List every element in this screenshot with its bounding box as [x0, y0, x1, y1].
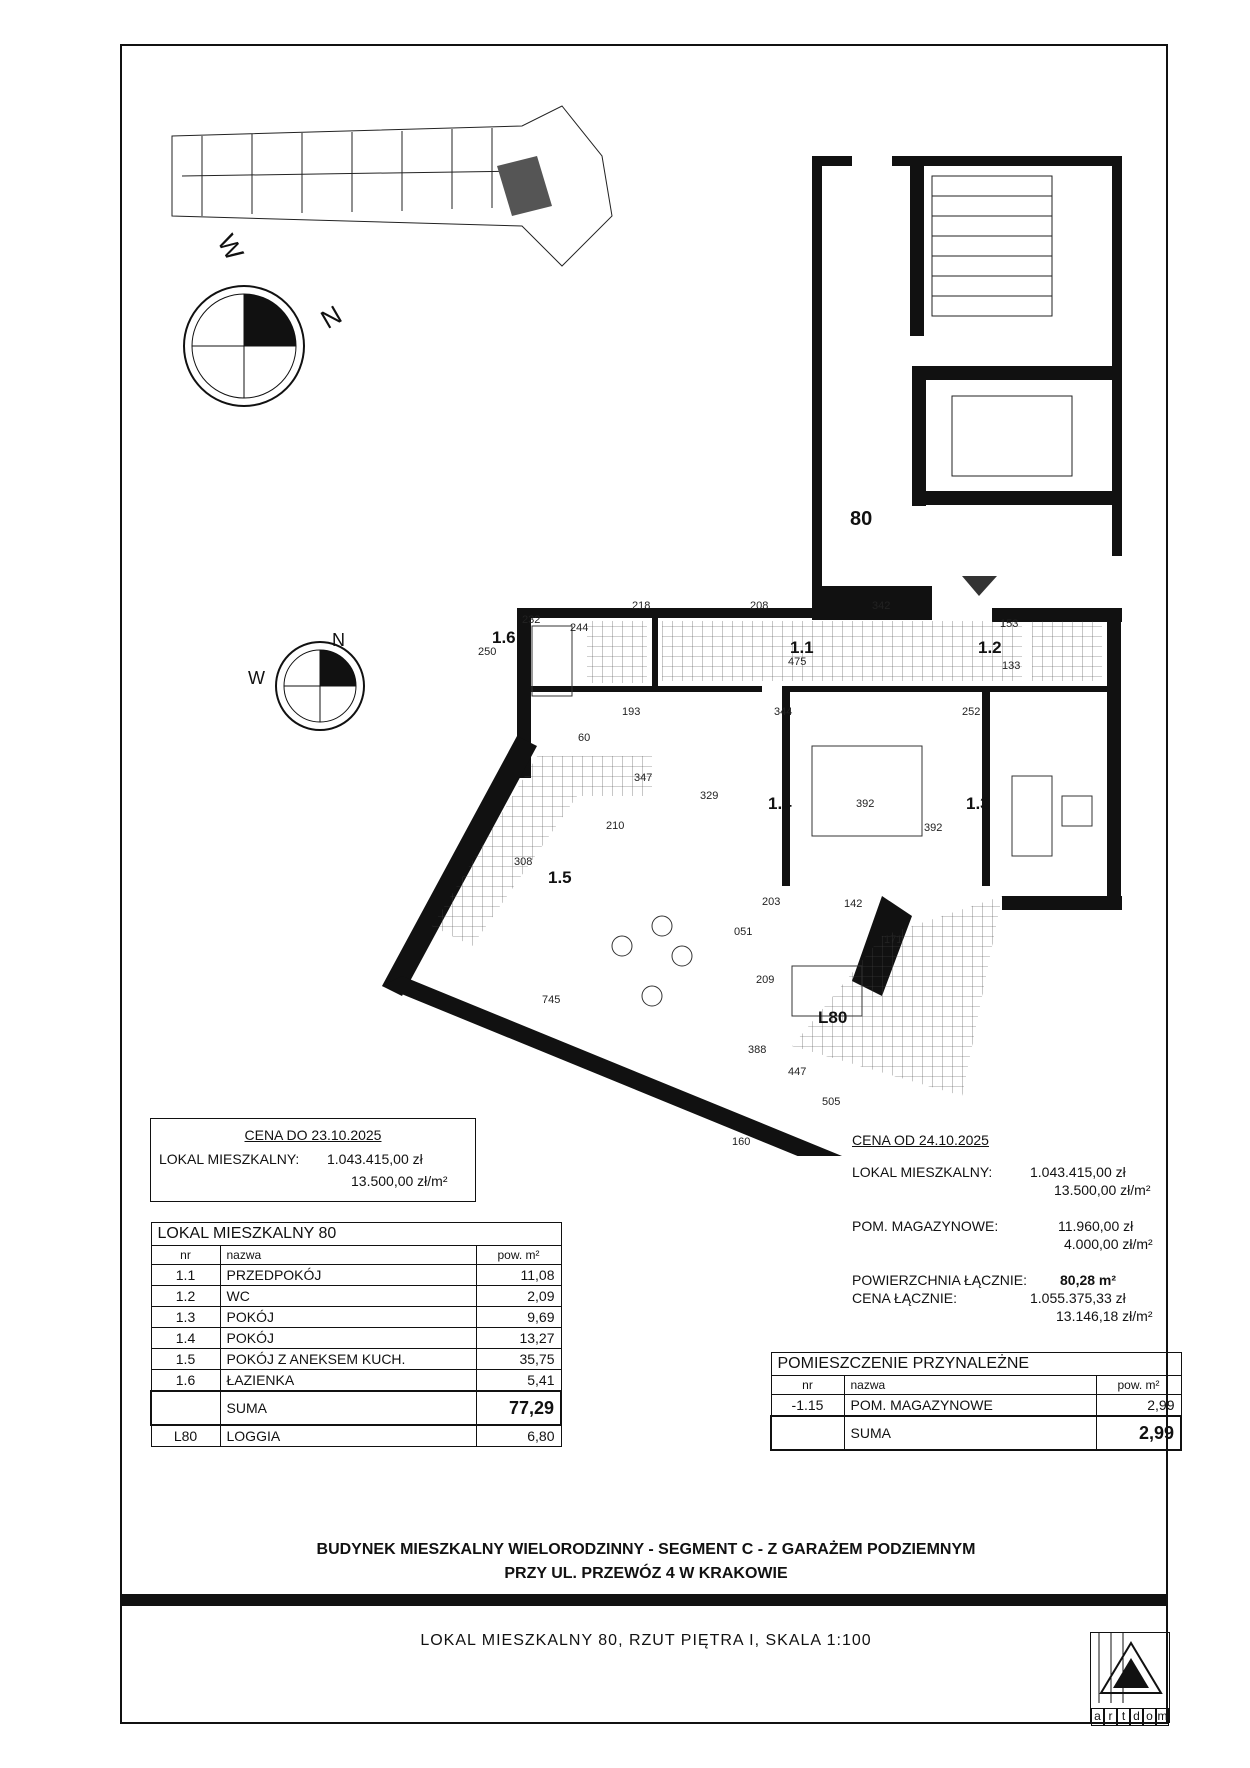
dimension-label: 208	[750, 600, 769, 612]
building-line-1: BUDYNEK MIESZKALNY WIELORODZINNY - SEGMENT C - Z GARAŻEM PODZIEMNYM	[316, 1541, 976, 1558]
total-area-label: POWIERZCHNIA ŁĄCZNIE:	[852, 1272, 1028, 1288]
dimension-label: 342	[872, 600, 891, 612]
dimension-label: 505	[822, 1096, 841, 1108]
price-before-box	[150, 1118, 476, 1202]
storage-price-sqm: 4.000,00 zł/m²	[1064, 1236, 1153, 1252]
room-label-1-6: 1.6	[492, 628, 516, 647]
storage-price-label: POM. MAGAZYNOWE:	[852, 1218, 999, 1234]
col-nr: nr	[151, 1246, 220, 1265]
sum-row	[151, 1391, 561, 1425]
table-row: 1.2 WC 2,09	[151, 1286, 561, 1307]
dimension-label: 329	[700, 790, 719, 802]
table-row: 1.3 POKÓJ 9,69	[151, 1307, 561, 1328]
total-price-sqm: 13.146,18 zł/m²	[1056, 1308, 1153, 1324]
dimension-label: 244	[570, 622, 589, 634]
price-after-header: CENA OD 24.10.2025	[852, 1132, 989, 1148]
building-line-2: PRZY UL. PRZEWÓZ 4 W KRAKOWIE	[504, 1565, 788, 1582]
table-row: 1.1 PRZEDPOKÓJ 11,08	[151, 1265, 561, 1286]
drawing-sheet	[120, 44, 1175, 1724]
total-area-value: 80,28 m²	[1060, 1272, 1117, 1288]
dimension-label: 475	[788, 656, 807, 668]
sum-label: SUMA	[220, 1391, 476, 1425]
sum-row	[771, 1416, 1181, 1450]
compass-large-w: W	[211, 229, 250, 266]
sum-value: 77,29	[476, 1391, 561, 1425]
col-nr: nr	[771, 1376, 844, 1395]
dimension-label: 218	[632, 600, 651, 612]
dimension-label: 133	[1002, 660, 1021, 672]
flat-price-value: 1.043.415,00 zł	[1030, 1164, 1126, 1180]
building-title	[122, 1538, 1170, 1586]
dimension-label: 250	[478, 646, 497, 658]
table-row: -1.15 POM. MAGAZYNOWE 2,99	[771, 1395, 1181, 1417]
table-row: L80 LOGGIA 6,80	[151, 1425, 561, 1447]
price-before-sqm: 13.500,00 zł/m²	[351, 1173, 448, 1189]
dimension-label: 160	[732, 1136, 751, 1148]
room-label-1-1: 1.1	[790, 638, 814, 657]
dimension-label: 308	[514, 856, 533, 868]
table-row: 1.6 ŁAZIENKA 5,41	[151, 1370, 561, 1392]
flat-table-title: LOKAL MIESZKALNY 80	[151, 1223, 561, 1246]
flat-price-label: LOKAL MIESZKALNY:	[852, 1164, 993, 1180]
dimension-label: 210	[606, 820, 625, 832]
dimension-label: 392	[924, 822, 943, 834]
price-after-block	[852, 1132, 1162, 1328]
footer-divider	[122, 1594, 1166, 1606]
flat-price-sqm: 13.500,00 zł/m²	[1054, 1182, 1151, 1198]
price-before-header: CENA DO 23.10.2025	[244, 1127, 382, 1143]
table-row: 1.5 POKÓJ Z ANEKSEM KUCH. 35,75	[151, 1349, 561, 1370]
storage-price-value: 11.960,00 zł	[1058, 1218, 1134, 1234]
dimension-label: 447	[788, 1066, 807, 1078]
dimension-label: 388	[748, 1044, 767, 1056]
total-price-label: CENA ŁĄCZNIE:	[852, 1290, 958, 1306]
dimension-label: 153	[1000, 618, 1019, 630]
compass-large	[174, 276, 314, 416]
compass-small-n: N	[332, 630, 345, 650]
logo-mark-icon	[1091, 1633, 1169, 1703]
dimension-label: 203	[762, 896, 781, 908]
dimension-label: 745	[542, 994, 561, 1006]
room-label-1-4: 1.4	[768, 794, 792, 813]
dimension-label: 344	[774, 706, 793, 718]
flat-area-table	[150, 1222, 562, 1447]
dimension-label: 142	[844, 898, 863, 910]
sum-label: SUMA	[844, 1416, 1096, 1450]
room-label-1-3: 1.3	[966, 794, 990, 813]
dimension-label: 193	[622, 706, 641, 718]
compass-small-w: W	[248, 668, 265, 688]
room-label-l80: L80	[818, 1008, 848, 1027]
total-price-value: 1.055.375,33 zł	[1030, 1290, 1126, 1306]
storage-table-title: POMIESZCZENIE PRZYNALEŻNE	[771, 1353, 1181, 1376]
table-row: 1.4 POKÓJ 13,27	[151, 1328, 561, 1349]
footer-caption: LOKAL MIESZKALNY 80, RZUT PIĘTRA I, SKALA 1:100	[420, 1632, 872, 1649]
col-area: pow. m²	[476, 1246, 561, 1265]
entrance-number: 80	[850, 508, 873, 530]
dimension-label: 171	[884, 934, 903, 946]
dimension-label: 232	[522, 614, 541, 626]
col-name: nazwa	[844, 1376, 1096, 1395]
col-name: nazwa	[220, 1246, 476, 1265]
dimension-label: 60	[578, 732, 591, 744]
artdom-logo	[1090, 1632, 1170, 1723]
logo-letters: a r t d o m	[1091, 1708, 1169, 1726]
storage-area-table	[770, 1352, 1182, 1451]
compass-large-n: N	[315, 299, 347, 335]
dimension-label: 051	[734, 926, 753, 938]
room-label-1-5: 1.5	[548, 868, 572, 887]
col-area: pow. m²	[1096, 1376, 1181, 1395]
price-before-value: 1.043.415,00 zł	[327, 1151, 423, 1167]
room-label-1-2: 1.2	[978, 638, 1002, 657]
dimension-label: 347	[634, 772, 653, 784]
sum-value: 2,99	[1096, 1416, 1181, 1450]
dimension-label: 252	[962, 706, 981, 718]
dimension-label: 392	[856, 798, 875, 810]
dimension-label: 209	[756, 974, 775, 986]
price-before-label: LOKAL MIESZKALNY:	[159, 1151, 300, 1167]
